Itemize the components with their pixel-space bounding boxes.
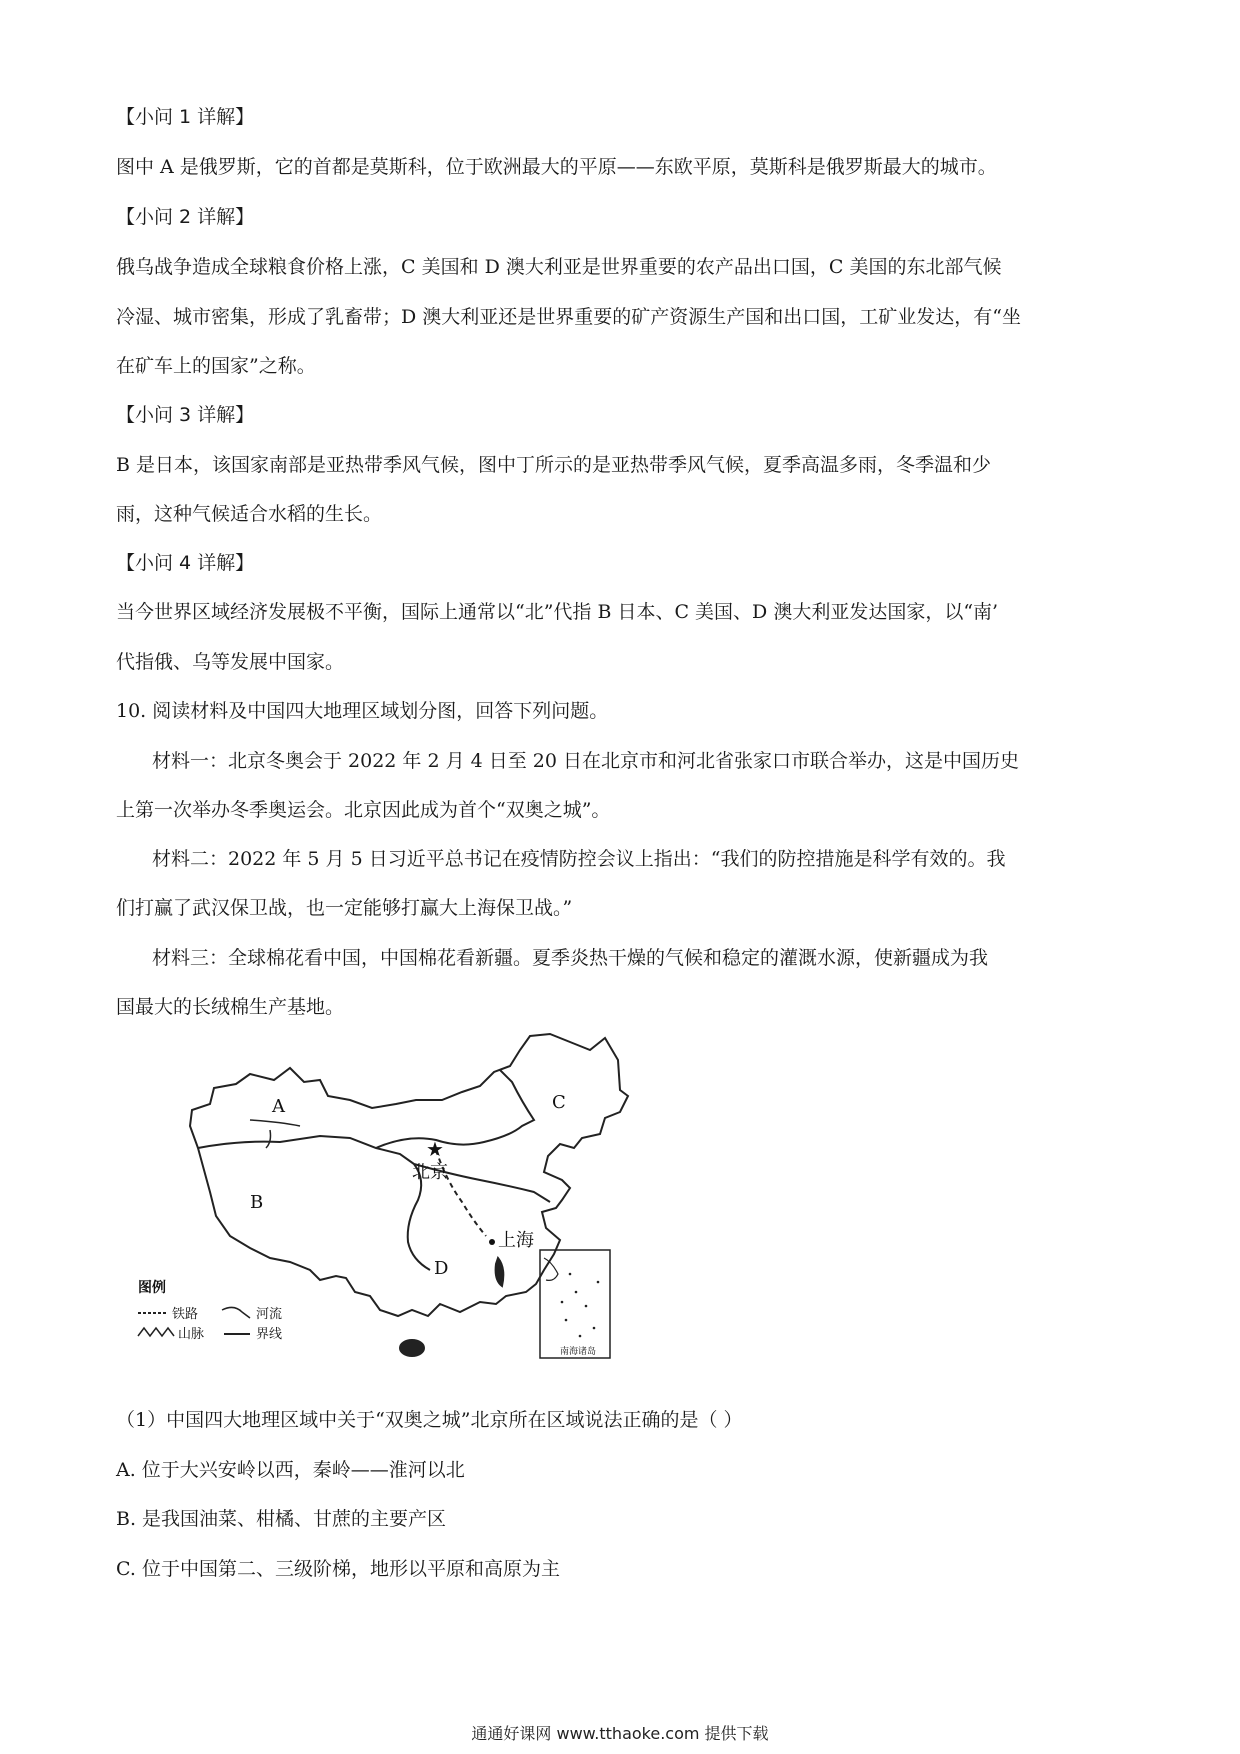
legend-mountain-symbol [138, 1328, 174, 1336]
south-sea-inset [540, 1250, 610, 1358]
answer-4-line-2: 代指俄、乌等发展中国家。 [116, 651, 345, 673]
shanghai-dot [489, 1239, 495, 1245]
answer-3-line-2: 雨，这种气候适合水稻的生长。 [116, 503, 383, 525]
answer-3-line-1: B 是日本，该国家南部是亚热带季风气候，图中丁所示的是亚热带季风气候，夏季高温多雨，冬季温和少 [116, 454, 992, 476]
china-map-svg [138, 1030, 750, 1400]
boundary-north [376, 1070, 534, 1148]
material-1-line-2: 上第一次举办冬季奥运会。北京因此成为首个“双奥之城”。 [116, 799, 611, 821]
legend-title: 图例 [138, 1280, 166, 1296]
legend-mountain-label: 山脉 [178, 1327, 205, 1342]
legend-railway-label: 铁路 [172, 1307, 199, 1322]
answer-2-line-2: 冷湿、城市密集，形成了乳畜带；D 澳大利亚还是世界重要的矿产资源生产国和出口国，工矿业发达，有“坐 [116, 306, 1021, 328]
inset-islands [561, 1273, 600, 1338]
answer-4-line-1: 当今世界区域经济发展极不平衡，国际上通常以“北”代指 B 日本、C 美国、D 澳大利亚发达国家，以“南’ [116, 601, 999, 623]
option-a: A. 位于大兴安岭以西，秦岭——淮河以北 [116, 1459, 465, 1481]
shanghai-label: 上海 [498, 1230, 534, 1251]
answer-2-line-3: 在矿车上的国家”之称。 [116, 355, 316, 377]
river [250, 1120, 300, 1148]
beijing-label: 北京 [412, 1162, 448, 1183]
legend-river-symbol [222, 1307, 250, 1318]
region-d-label: D [434, 1258, 449, 1279]
option-c: C. 位于中国第二、三级阶梯，地形以平原和高原为主 [116, 1558, 560, 1580]
boundary-a-b [198, 1136, 414, 1164]
answer-1-heading: 【小问 1 详解】 [116, 106, 255, 128]
china-regions-map [138, 1030, 750, 1400]
inset-coast [544, 1258, 558, 1280]
inset-label: 南海诸岛 [560, 1347, 597, 1357]
material-2-line-1: 材料二：2022 年 5 月 5 日习近平总书记在疫情防控会议上指出：“我们的防控措施是科学有效的。我 [152, 848, 1006, 870]
option-b: B. 是我国油菜、柑橘、甘蔗的主要产区 [116, 1508, 447, 1530]
material-3-line-1: 材料三：全球棉花看中国，中国棉花看新疆。夏季炎热干燥的气候和稳定的灌溉水源，使新疆成为我 [152, 947, 989, 969]
material-3-line-2: 国最大的长绒棉生产基地。 [116, 996, 345, 1018]
answer-3-heading: 【小问 3 详解】 [116, 404, 255, 426]
answer-2-heading: 【小问 2 详解】 [116, 206, 255, 228]
beijing-star-icon: ★ [426, 1137, 444, 1161]
taiwan-island [496, 1258, 504, 1286]
material-1-line-1: 材料一：北京冬奥会于 2022 年 2 月 4 日至 20 日在北京市和河北省张家口市联合举办，这是中国历史 [152, 750, 1020, 772]
legend-boundary-label: 界线 [256, 1327, 283, 1342]
region-c-label: C [552, 1092, 566, 1113]
material-2-line-2: 们打赢了武汉保卫战，也一定能够打赢大上海保卫战。” [116, 897, 573, 919]
hainan-island [400, 1340, 424, 1356]
region-a-label: A [272, 1096, 285, 1117]
sub-question-1: （1）中国四大地理区域中关于“双奥之城”北京所在区域说法正确的是（ ） [116, 1409, 743, 1431]
answer-1-text: 图中 A 是俄罗斯，它的首都是莫斯科，位于欧洲最大的平原——东欧平原，莫斯科是俄罗斯最大的城市。 [116, 156, 997, 178]
answer-2-line-1: 俄乌战争造成全球粮食价格上涨，C 美国和 D 澳大利亚是世界重要的农产品出口国，C 美国的东北部气候 [116, 256, 1002, 278]
legend-river-label: 河流 [256, 1307, 283, 1322]
answer-4-heading: 【小问 4 详解】 [116, 552, 255, 574]
china-outline [190, 1034, 628, 1316]
region-b-label: B [250, 1192, 264, 1213]
question-10-stem: 10. 阅读材料及中国四大地理区域划分图，回答下列问题。 [116, 700, 609, 722]
page-footer: 通通好课网 www.tthaoke.com 提供下载 [471, 1724, 769, 1743]
